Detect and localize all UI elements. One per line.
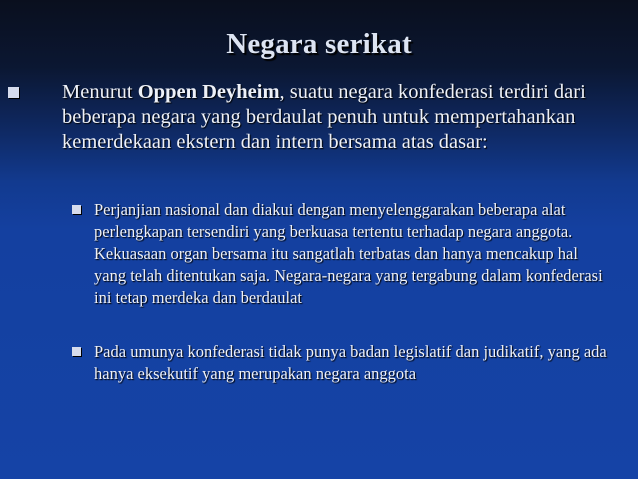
sub-bullet-text: Perjanjian nasional dan diakui dengan menyelenggarakan beberapa alat perlengkapan tersendiri yang berkuasa tertentu terhadap negara anggota. Kekuasaan organ bersama itu sangatlah terbatas dan hanya mencakup hal yang telah ditentukan saja. Negara-negara yang tergabung dalam konfederasi ini tetap merdeka dan berdaulat	[94, 200, 603, 307]
main-bullet-rest: , suatu negara konfederasi terdiri dari beberapa negara yang berdaulat penuh untuk mempertahankan kemerdekaan ekstern dan intern bersama atas dasar:	[62, 81, 586, 153]
author-name: Oppen Deyheim	[137, 81, 280, 103]
main-bullet-text	[62, 80, 614, 155]
square-bullet-icon	[72, 205, 81, 214]
main-bullet-point	[34, 80, 614, 155]
slide-title: Negara serikat	[226, 28, 412, 60]
sub-bullet-point	[94, 341, 614, 385]
main-bullet-prefix: Menurut	[62, 81, 138, 103]
square-bullet-icon	[8, 87, 19, 98]
sub-bullet-text: Pada umunya konfederasi tidak punya badan legislatif dan judikatif, yang ada hanya eksekutif yang merupakan negara anggota	[94, 342, 607, 383]
square-bullet-icon	[72, 347, 81, 356]
sub-bullet-point	[94, 199, 614, 309]
